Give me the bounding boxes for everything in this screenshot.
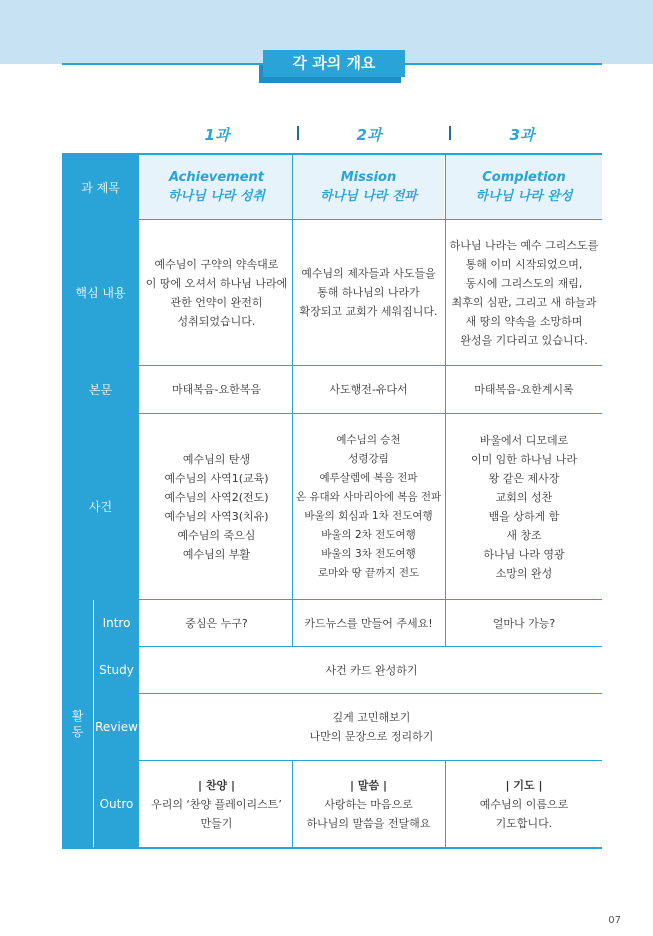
scripture-cell: 마태복음-요한복음 <box>172 383 261 396</box>
event-item: 예수님의 탄생 <box>182 452 251 466</box>
core-line: 최후의 심판, 그리고 새 하늘과 <box>451 295 597 309</box>
events-cell <box>293 414 444 599</box>
activity-label-study: Study <box>94 647 139 693</box>
event-item: 예수님의 죽으심 <box>177 528 256 542</box>
core-line: 동시에 그리스도의 재림, <box>465 276 583 290</box>
outro-line: 만들기 <box>200 816 233 830</box>
study-cell: 사건 카드 완성하기 <box>325 663 418 677</box>
activity-label-outro: Outro <box>94 761 139 847</box>
events-cell <box>446 414 602 599</box>
lesson-title-cell <box>446 155 602 219</box>
column-divider <box>445 600 446 646</box>
intro-cell: 얼마나 가능? <box>492 616 556 630</box>
activity-label-intro: Intro <box>94 600 139 646</box>
column-head-2: 2과 <box>356 126 382 144</box>
events-cell <box>141 414 292 599</box>
scripture-cell: 사도행전-유다서 <box>329 383 408 396</box>
outro-head: | 말씀 | <box>350 778 387 792</box>
column-divider <box>292 761 293 847</box>
outro-cell <box>141 761 292 847</box>
core-line: 통해 이미 시작되었으며, <box>465 257 583 271</box>
intro-cell: 중심은 누구? <box>185 616 248 630</box>
event-item: 예수님의 사역1(교육) <box>164 471 269 485</box>
outro-line: 예수님의 이름으로 <box>479 797 569 811</box>
lesson-title-ko: 하나님 나라 전파 <box>320 189 417 204</box>
core-line: 새 땅의 약속을 소망하며 <box>465 314 583 328</box>
core-line: 이 땅에 오셔서 하나님 나라에 <box>145 276 288 290</box>
column-head-1: 1과 <box>204 126 230 144</box>
core-line: 예수님이 구약의 약속대로 <box>154 257 279 271</box>
outro-line: 사랑하는 마음으로 <box>324 797 413 811</box>
event-item: 새 창조 <box>506 528 542 542</box>
core-line: 완성을 기다리고 있습니다. <box>460 333 588 347</box>
row-label-text: 본문 <box>62 366 139 413</box>
activity-label-review: Review <box>94 694 139 760</box>
lesson-title-ko: 하나님 나라 완성 <box>475 189 573 204</box>
event-item: 예수님의 사역2(전도) <box>164 490 269 504</box>
core-cell <box>446 220 602 365</box>
core-line: 예수님의 제자들과 사도들을 <box>301 267 436 280</box>
core-cell <box>141 220 292 365</box>
event-item: 이미 임한 하나님 나라 <box>470 452 578 466</box>
outro-cell <box>446 761 602 847</box>
core-line: 관한 언약이 완전히 <box>170 295 263 309</box>
event-item: 소망의 완성 <box>495 566 553 580</box>
core-line: 성취되었습니다. <box>177 314 256 328</box>
outro-line: 우리의 ‘찬양 플레이리스트’ <box>151 797 282 811</box>
row-label-title: 과 제목 <box>62 155 139 219</box>
column-head-3: 3과 <box>509 126 535 144</box>
column-divider <box>445 761 446 847</box>
lesson-title-en: Completion <box>482 170 566 185</box>
outro-line: 기도합니다. <box>495 816 553 830</box>
core-cell <box>293 220 444 365</box>
core-line: 확장되고 교회가 세워집니다. <box>299 305 438 318</box>
scripture-cell: 마태복음-요한계시록 <box>474 383 574 396</box>
event-item: 예수님의 부활 <box>182 547 251 561</box>
activity-char: 활 <box>71 709 84 723</box>
outro-head: | 찬양 | <box>198 778 235 792</box>
event-item: 바울에서 디모데로 <box>479 433 569 447</box>
activity-char: 동 <box>71 725 84 739</box>
event-item: 온 유대와 사마리아에 복음 전파 <box>295 490 442 503</box>
event-item: 교회의 성찬 <box>495 490 553 504</box>
event-item: 로마와 땅 끝까지 전도 <box>317 566 420 579</box>
intro-cell: 카드뉴스를 만들어 주세요! <box>304 616 433 630</box>
core-line: 통해 하나님의 나라가 <box>317 286 420 299</box>
lesson-title-en: Achievement <box>168 170 265 185</box>
row-label-events: 사건 <box>62 414 139 599</box>
event-item: 예수님의 승천 <box>336 433 401 446</box>
review-cell <box>141 694 602 760</box>
event-item: 예수님의 사역3(치유) <box>164 509 269 523</box>
event-item: 바울의 회심과 1차 전도여행 <box>304 509 433 522</box>
outro-line: 하나님의 말씀을 전달해요 <box>306 816 431 830</box>
outro-head: | 기도 | <box>505 778 543 792</box>
event-item: 뱀을 상하게 함 <box>488 509 560 523</box>
event-item: 바울의 3차 전도여행 <box>321 547 416 560</box>
table-bottom-rule <box>62 847 602 849</box>
section-title: 각 과의 개요 <box>292 54 376 72</box>
event-item: 바울의 2차 전도여행 <box>321 528 416 541</box>
column-divider <box>292 155 293 600</box>
event-item: 성령강림 <box>348 452 389 465</box>
lesson-title-cell <box>141 155 292 219</box>
column-divider <box>292 600 293 646</box>
column-divider <box>445 155 446 600</box>
event-item: 하나님 나라 영광 <box>483 547 565 561</box>
lesson-title-cell <box>293 155 444 219</box>
core-line: 하나님 나라는 예수 그리스도를 <box>449 238 599 252</box>
event-item: 예루살렘에 복음 전파 <box>319 471 418 484</box>
review-line: 나만의 문장으로 정리하기 <box>309 730 434 743</box>
row-label-core: 핵심 내용 <box>62 220 139 365</box>
page-number: 07 <box>608 915 621 926</box>
lesson-title-en: Mission <box>340 170 397 185</box>
row-label-activity <box>62 600 93 848</box>
lesson-title-ko: 하나님 나라 성취 <box>168 189 265 204</box>
review-line: 깊게 고민해보기 <box>332 711 411 724</box>
outro-cell <box>293 761 444 847</box>
event-item: 왕 같은 제사장 <box>488 471 560 485</box>
